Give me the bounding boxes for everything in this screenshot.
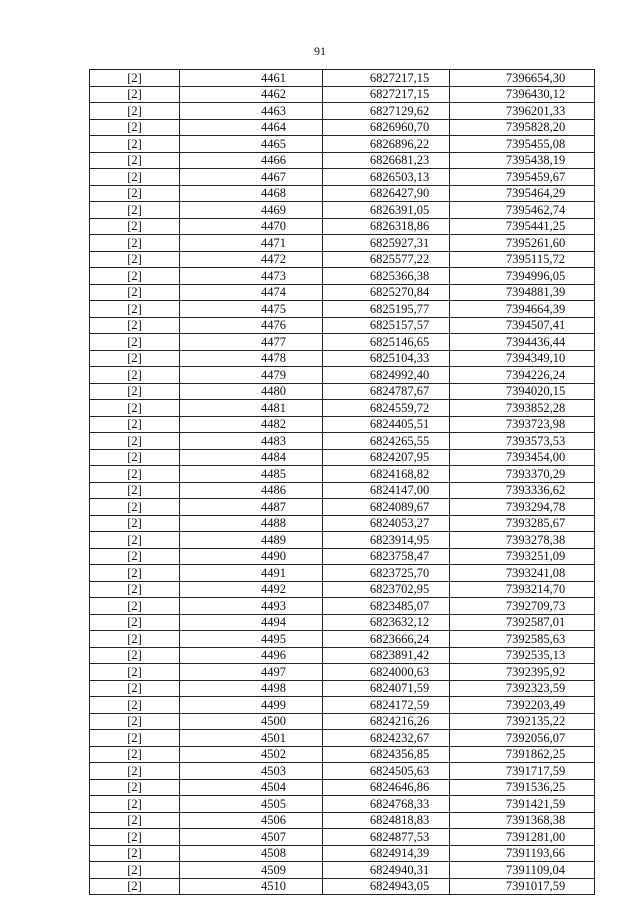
table-row: [90, 515, 595, 532]
point-number-cell: 4492: [180, 581, 323, 598]
table-row: [90, 169, 595, 186]
reference-cell: [2]: [90, 218, 180, 235]
y-coordinate-cell: 7394226,24: [450, 367, 595, 384]
x-coordinate-cell: 6825146,65: [323, 334, 450, 351]
point-number-cell: 4462: [180, 86, 323, 103]
point-number-cell: 4481: [180, 400, 323, 417]
x-coordinate-cell: 6824168,82: [323, 466, 450, 483]
y-coordinate-cell: 7391368,38: [450, 812, 595, 829]
reference-cell: [2]: [90, 647, 180, 664]
x-coordinate-cell: 6824172,59: [323, 697, 450, 714]
table-row: [90, 763, 595, 780]
point-number-cell: 4463: [180, 103, 323, 120]
y-coordinate-cell: 7392323,59: [450, 680, 595, 697]
table-row: [90, 862, 595, 879]
y-coordinate-cell: 7391717,59: [450, 763, 595, 780]
point-number-cell: 4475: [180, 301, 323, 318]
y-coordinate-cell: 7394436,44: [450, 334, 595, 351]
point-number-cell: 4477: [180, 334, 323, 351]
point-number-cell: 4502: [180, 746, 323, 763]
x-coordinate-cell: 6825577,22: [323, 251, 450, 268]
reference-cell: [2]: [90, 631, 180, 648]
y-coordinate-cell: 7394020,15: [450, 383, 595, 400]
point-number-cell: 4498: [180, 680, 323, 697]
point-number-cell: 4473: [180, 268, 323, 285]
x-coordinate-cell: 6824147,00: [323, 482, 450, 499]
reference-cell: [2]: [90, 779, 180, 796]
x-coordinate-cell: 6823891,42: [323, 647, 450, 664]
x-coordinate-cell: 6823702,95: [323, 581, 450, 598]
table-row: [90, 845, 595, 862]
x-coordinate-cell: 6824265,55: [323, 433, 450, 450]
y-coordinate-cell: 7396201,33: [450, 103, 595, 120]
reference-cell: [2]: [90, 202, 180, 219]
table-row: [90, 251, 595, 268]
reference-cell: [2]: [90, 169, 180, 186]
table-row: [90, 730, 595, 747]
y-coordinate-cell: 7394881,39: [450, 284, 595, 301]
point-number-cell: 4491: [180, 565, 323, 582]
y-coordinate-cell: 7393370,29: [450, 466, 595, 483]
point-number-cell: 4504: [180, 779, 323, 796]
y-coordinate-cell: 7393251,09: [450, 548, 595, 565]
reference-cell: [2]: [90, 763, 180, 780]
table-row: [90, 334, 595, 351]
point-number-cell: 4474: [180, 284, 323, 301]
y-coordinate-cell: 7391109,04: [450, 862, 595, 879]
point-number-cell: 4487: [180, 499, 323, 516]
x-coordinate-cell: 6823666,24: [323, 631, 450, 648]
y-coordinate-cell: 7395438,19: [450, 152, 595, 169]
reference-cell: [2]: [90, 862, 180, 879]
y-coordinate-cell: 7395462,74: [450, 202, 595, 219]
y-coordinate-cell: 7395455,08: [450, 136, 595, 153]
point-number-cell: 4461: [180, 70, 323, 87]
point-number-cell: 4506: [180, 812, 323, 829]
reference-cell: [2]: [90, 482, 180, 499]
reference-cell: [2]: [90, 812, 180, 829]
point-number-cell: 4503: [180, 763, 323, 780]
reference-cell: [2]: [90, 730, 180, 747]
y-coordinate-cell: 7391862,25: [450, 746, 595, 763]
y-coordinate-cell: 7393573,53: [450, 433, 595, 450]
point-number-cell: 4471: [180, 235, 323, 252]
table-row: [90, 152, 595, 169]
table-row: [90, 185, 595, 202]
reference-cell: [2]: [90, 86, 180, 103]
table-row: [90, 400, 595, 417]
x-coordinate-cell: 6824787,67: [323, 383, 450, 400]
point-number-cell: 4470: [180, 218, 323, 235]
x-coordinate-cell: 6825157,57: [323, 317, 450, 334]
point-number-cell: 4468: [180, 185, 323, 202]
reference-cell: [2]: [90, 70, 180, 87]
x-coordinate-cell: 6826681,23: [323, 152, 450, 169]
reference-cell: [2]: [90, 515, 180, 532]
point-number-cell: 4480: [180, 383, 323, 400]
table-row: [90, 383, 595, 400]
table-row: [90, 647, 595, 664]
x-coordinate-cell: 6824818,83: [323, 812, 450, 829]
reference-cell: [2]: [90, 334, 180, 351]
y-coordinate-cell: 7395828,20: [450, 119, 595, 136]
x-coordinate-cell: 6824089,67: [323, 499, 450, 516]
point-number-cell: 4469: [180, 202, 323, 219]
reference-cell: [2]: [90, 680, 180, 697]
x-coordinate-cell: 6824940,31: [323, 862, 450, 879]
reference-cell: [2]: [90, 400, 180, 417]
x-coordinate-cell: 6824216,26: [323, 713, 450, 730]
x-coordinate-cell: 6824053,27: [323, 515, 450, 532]
reference-cell: [2]: [90, 796, 180, 813]
point-number-cell: 4500: [180, 713, 323, 730]
table-row: [90, 235, 595, 252]
reference-cell: [2]: [90, 614, 180, 631]
x-coordinate-cell: 6824232,67: [323, 730, 450, 747]
reference-cell: [2]: [90, 499, 180, 516]
table-row: [90, 119, 595, 136]
reference-cell: [2]: [90, 466, 180, 483]
reference-cell: [2]: [90, 878, 180, 895]
point-number-cell: 4490: [180, 548, 323, 565]
table-row: [90, 433, 595, 450]
y-coordinate-cell: 7394996,05: [450, 268, 595, 285]
reference-cell: [2]: [90, 845, 180, 862]
reference-cell: [2]: [90, 746, 180, 763]
point-number-cell: 4507: [180, 829, 323, 846]
point-number-cell: 4505: [180, 796, 323, 813]
point-number-cell: 4483: [180, 433, 323, 450]
x-coordinate-cell: 6824943,05: [323, 878, 450, 895]
reference-cell: [2]: [90, 301, 180, 318]
x-coordinate-cell: 6823485,07: [323, 598, 450, 615]
y-coordinate-cell: 7392587,01: [450, 614, 595, 631]
point-number-cell: 4496: [180, 647, 323, 664]
reference-cell: [2]: [90, 581, 180, 598]
point-number-cell: 4476: [180, 317, 323, 334]
point-number-cell: 4465: [180, 136, 323, 153]
table-row: [90, 449, 595, 466]
x-coordinate-cell: 6823758,47: [323, 548, 450, 565]
table-row: [90, 268, 595, 285]
x-coordinate-cell: 6827217,15: [323, 70, 450, 87]
table-row: [90, 812, 595, 829]
x-coordinate-cell: 6825104,33: [323, 350, 450, 367]
table-row: [90, 86, 595, 103]
reference-cell: [2]: [90, 697, 180, 714]
point-number-cell: 4495: [180, 631, 323, 648]
y-coordinate-cell: 7392135,22: [450, 713, 595, 730]
point-number-cell: 4488: [180, 515, 323, 532]
x-coordinate-cell: 6824505,63: [323, 763, 450, 780]
y-coordinate-cell: 7393852,28: [450, 400, 595, 417]
point-number-cell: 4467: [180, 169, 323, 186]
y-coordinate-cell: 7396430,12: [450, 86, 595, 103]
page-number: 91: [314, 44, 326, 58]
table-row: [90, 796, 595, 813]
table-row: [90, 350, 595, 367]
reference-cell: [2]: [90, 119, 180, 136]
reference-cell: [2]: [90, 449, 180, 466]
x-coordinate-cell: 6823632,12: [323, 614, 450, 631]
x-coordinate-cell: 6824000,63: [323, 664, 450, 681]
reference-cell: [2]: [90, 235, 180, 252]
table-row: [90, 202, 595, 219]
reference-cell: [2]: [90, 433, 180, 450]
y-coordinate-cell: 7395459,67: [450, 169, 595, 186]
x-coordinate-cell: 6824207,95: [323, 449, 450, 466]
table-row: [90, 482, 595, 499]
table-row: [90, 598, 595, 615]
x-coordinate-cell: 6826503,13: [323, 169, 450, 186]
x-coordinate-cell: 6824877,53: [323, 829, 450, 846]
table-row: [90, 499, 595, 516]
y-coordinate-cell: 7394349,10: [450, 350, 595, 367]
y-coordinate-cell: 7392535,13: [450, 647, 595, 664]
x-coordinate-cell: 6824405,51: [323, 416, 450, 433]
point-number-cell: 4489: [180, 532, 323, 549]
table-row: [90, 136, 595, 153]
point-number-cell: 4485: [180, 466, 323, 483]
y-coordinate-cell: 7396654,30: [450, 70, 595, 87]
table-row: [90, 581, 595, 598]
table-row: [90, 713, 595, 730]
y-coordinate-cell: 7393454,00: [450, 449, 595, 466]
table-row: [90, 878, 595, 895]
y-coordinate-cell: 7392585,63: [450, 631, 595, 648]
table-row: [90, 565, 595, 582]
y-coordinate-cell: 7393294,78: [450, 499, 595, 516]
reference-cell: [2]: [90, 268, 180, 285]
x-coordinate-cell: 6826391,05: [323, 202, 450, 219]
table-row: [90, 532, 595, 549]
x-coordinate-cell: 6827129,62: [323, 103, 450, 120]
point-number-cell: 4509: [180, 862, 323, 879]
y-coordinate-cell: 7391193,66: [450, 845, 595, 862]
point-number-cell: 4499: [180, 697, 323, 714]
table-row: [90, 548, 595, 565]
y-coordinate-cell: 7393214,70: [450, 581, 595, 598]
table-row: [90, 367, 595, 384]
y-coordinate-cell: 7392395,92: [450, 664, 595, 681]
coordinates-table-body: [90, 70, 595, 895]
x-coordinate-cell: 6825270,84: [323, 284, 450, 301]
reference-cell: [2]: [90, 713, 180, 730]
y-coordinate-cell: 7395115,72: [450, 251, 595, 268]
table-row: [90, 218, 595, 235]
x-coordinate-cell: 6825366,38: [323, 268, 450, 285]
reference-cell: [2]: [90, 829, 180, 846]
x-coordinate-cell: 6824071,59: [323, 680, 450, 697]
point-number-cell: 4466: [180, 152, 323, 169]
y-coordinate-cell: 7392203,49: [450, 697, 595, 714]
y-coordinate-cell: 7395261,60: [450, 235, 595, 252]
y-coordinate-cell: 7391536,25: [450, 779, 595, 796]
reference-cell: [2]: [90, 548, 180, 565]
coordinates-table: [89, 69, 595, 895]
table-row: [90, 664, 595, 681]
point-number-cell: 4508: [180, 845, 323, 862]
reference-cell: [2]: [90, 185, 180, 202]
reference-cell: [2]: [90, 664, 180, 681]
x-coordinate-cell: 6826427,90: [323, 185, 450, 202]
point-number-cell: 4493: [180, 598, 323, 615]
reference-cell: [2]: [90, 284, 180, 301]
y-coordinate-cell: 7391281,00: [450, 829, 595, 846]
point-number-cell: 4482: [180, 416, 323, 433]
reference-cell: [2]: [90, 350, 180, 367]
point-number-cell: 4479: [180, 367, 323, 384]
point-number-cell: 4486: [180, 482, 323, 499]
point-number-cell: 4464: [180, 119, 323, 136]
table-row: [90, 284, 595, 301]
y-coordinate-cell: 7393336,62: [450, 482, 595, 499]
point-number-cell: 4478: [180, 350, 323, 367]
point-number-cell: 4472: [180, 251, 323, 268]
reference-cell: [2]: [90, 136, 180, 153]
x-coordinate-cell: 6824559,72: [323, 400, 450, 417]
reference-cell: [2]: [90, 317, 180, 334]
table-row: [90, 779, 595, 796]
y-coordinate-cell: 7393278,38: [450, 532, 595, 549]
reference-cell: [2]: [90, 103, 180, 120]
table-row: [90, 680, 595, 697]
x-coordinate-cell: 6827217,15: [323, 86, 450, 103]
x-coordinate-cell: 6824992,40: [323, 367, 450, 384]
x-coordinate-cell: 6823725,70: [323, 565, 450, 582]
reference-cell: [2]: [90, 383, 180, 400]
y-coordinate-cell: 7394507,41: [450, 317, 595, 334]
reference-cell: [2]: [90, 152, 180, 169]
table-row: [90, 317, 595, 334]
x-coordinate-cell: 6823914,95: [323, 532, 450, 549]
point-number-cell: 4484: [180, 449, 323, 466]
table-row: [90, 614, 595, 631]
y-coordinate-cell: 7392709,73: [450, 598, 595, 615]
x-coordinate-cell: 6824646,86: [323, 779, 450, 796]
reference-cell: [2]: [90, 598, 180, 615]
table-row: [90, 416, 595, 433]
reference-cell: [2]: [90, 416, 180, 433]
point-number-cell: 4510: [180, 878, 323, 895]
y-coordinate-cell: 7392056,07: [450, 730, 595, 747]
table-row: [90, 631, 595, 648]
point-number-cell: 4501: [180, 730, 323, 747]
x-coordinate-cell: 6825927,31: [323, 235, 450, 252]
y-coordinate-cell: 7394664,39: [450, 301, 595, 318]
x-coordinate-cell: 6824768,33: [323, 796, 450, 813]
y-coordinate-cell: 7395441,25: [450, 218, 595, 235]
y-coordinate-cell: 7391421,59: [450, 796, 595, 813]
x-coordinate-cell: 6826318,86: [323, 218, 450, 235]
reference-cell: [2]: [90, 532, 180, 549]
reference-cell: [2]: [90, 565, 180, 582]
table-row: [90, 70, 595, 87]
table-row: [90, 301, 595, 318]
y-coordinate-cell: 7395464,29: [450, 185, 595, 202]
reference-cell: [2]: [90, 251, 180, 268]
x-coordinate-cell: 6826960,70: [323, 119, 450, 136]
point-number-cell: 4494: [180, 614, 323, 631]
x-coordinate-cell: 6824356,85: [323, 746, 450, 763]
x-coordinate-cell: 6824914,39: [323, 845, 450, 862]
table-row: [90, 103, 595, 120]
x-coordinate-cell: 6826896,22: [323, 136, 450, 153]
y-coordinate-cell: 7393723,98: [450, 416, 595, 433]
x-coordinate-cell: 6825195,77: [323, 301, 450, 318]
table-row: [90, 697, 595, 714]
y-coordinate-cell: 7393285,67: [450, 515, 595, 532]
table-row: [90, 746, 595, 763]
point-number-cell: 4497: [180, 664, 323, 681]
reference-cell: [2]: [90, 367, 180, 384]
table-row: [90, 466, 595, 483]
table-row: [90, 829, 595, 846]
y-coordinate-cell: 7391017,59: [450, 878, 595, 895]
y-coordinate-cell: 7393241,08: [450, 565, 595, 582]
